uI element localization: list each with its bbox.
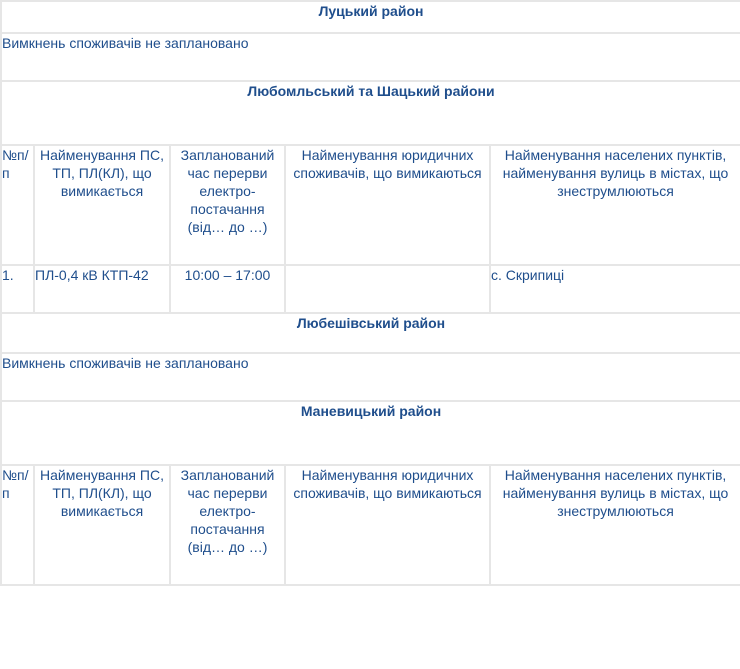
- header-legal: Найменування юридичних споживачів, що вимикаються: [285, 465, 490, 585]
- header-places: Найменування населених пунктів, найменування вулиць в містах, що знеструмлюються: [490, 145, 740, 265]
- row-object: ПЛ-0,4 кВ КТП-42: [34, 265, 170, 313]
- no-outages-note: Вимкнень споживачів не заплановано: [1, 33, 740, 81]
- header-places: Найменування населених пунктів, найменування вулиць в містах, що знеструмлюються: [490, 465, 740, 585]
- region-title: Любомльський та Шацький райони: [1, 81, 740, 145]
- header-object: Найменування ПС, ТП, ПЛ(КЛ), що вимикається: [34, 465, 170, 585]
- header-time: Запланований час перерви електро-постачання (від… до …): [170, 465, 285, 585]
- region-title: Маневицький район: [1, 401, 740, 465]
- region-header-row: [1, 81, 740, 145]
- region-title: Луцький район: [1, 1, 740, 33]
- table-row: [1, 265, 740, 313]
- region-header-row: [1, 1, 740, 33]
- region-note-row: [1, 353, 740, 401]
- row-num: 1.: [1, 265, 34, 313]
- region-header-row: [1, 313, 740, 353]
- region-note-row: [1, 33, 740, 81]
- region-title: Любешівський район: [1, 313, 740, 353]
- table-header-row: [1, 465, 740, 585]
- row-time: 10:00 – 17:00: [170, 265, 285, 313]
- no-outages-note: Вимкнень споживачів не заплановано: [1, 353, 740, 401]
- row-places: с. Скрипиці: [490, 265, 740, 313]
- row-legal: [285, 265, 490, 313]
- region-header-row: [1, 401, 740, 465]
- header-num: №п/п: [1, 465, 34, 585]
- header-object: Найменування ПС, ТП, ПЛ(КЛ), що вимикається: [34, 145, 170, 265]
- header-legal: Найменування юридичних споживачів, що вимикаються: [285, 145, 490, 265]
- header-num: №п/п: [1, 145, 34, 265]
- table-header-row: [1, 145, 740, 265]
- header-time: Запланований час перерви електро-постачання (від… до …): [170, 145, 285, 265]
